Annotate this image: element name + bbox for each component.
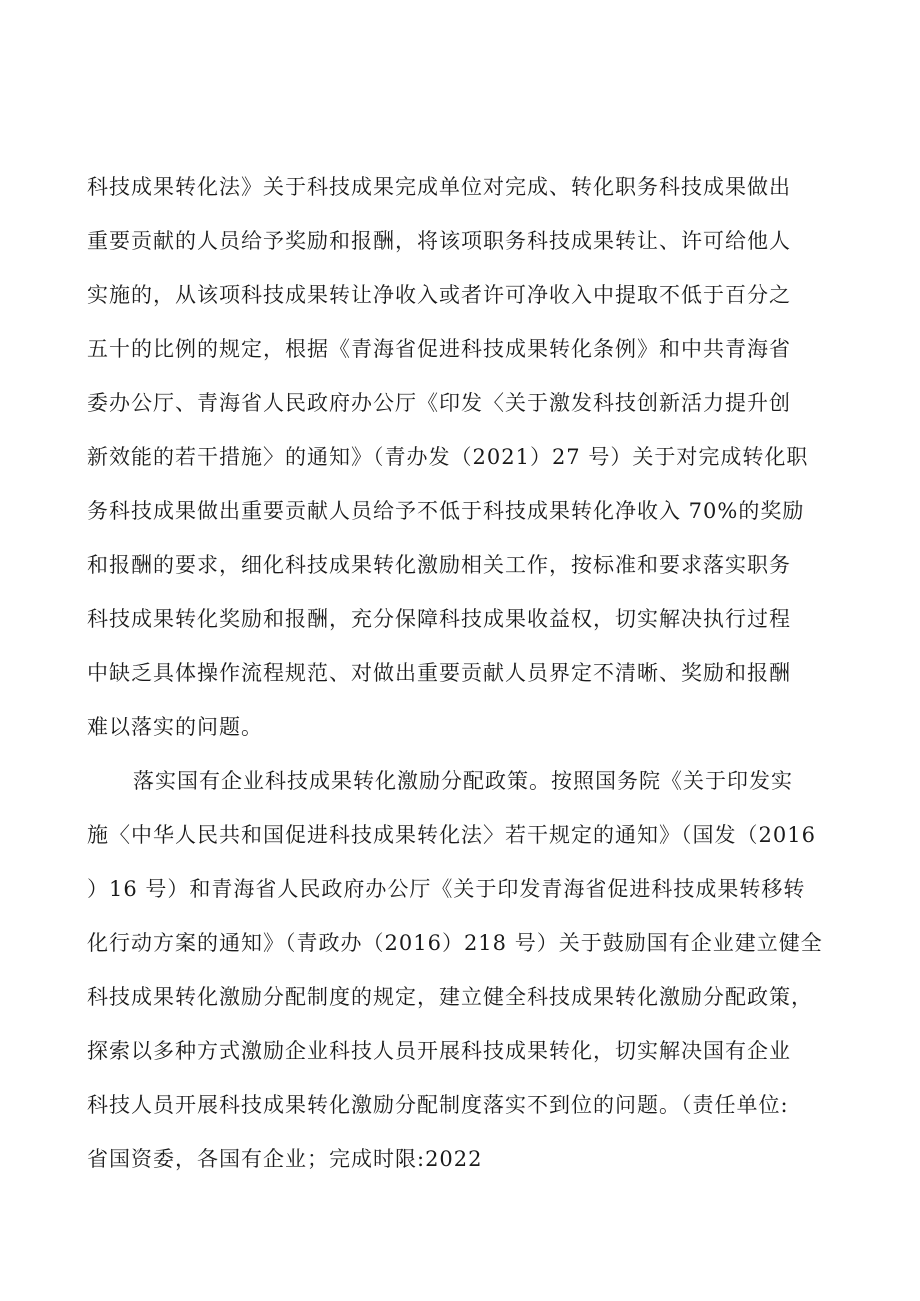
paragraph-2-line: 省国资委，各国有企业；完成时限:2022 xyxy=(87,1147,483,1171)
paragraph-2-line: 落实国有企业科技成果转化激励分配政策。按照国务院《关于印发实 xyxy=(133,769,793,793)
paragraph-2-line: 科技成果转化激励分配制度的规定，建立健全科技成果转化激励分配政策， xyxy=(87,985,813,1009)
paragraph-1-line: 难以落实的问题。 xyxy=(87,715,263,739)
paragraph-2-line: 探索以多种方式激励企业科技人员开展科技成果转化，切实解决国有企业 xyxy=(87,1039,791,1063)
paragraph-1-line: 务科技成果做出重要贡献人员给予不低于科技成果转化净收入 70%的奖励 xyxy=(87,499,805,523)
paragraph-1-line: 五十的比例的规定，根据《青海省促进科技成果转化条例》和中共青海省 xyxy=(87,337,791,361)
paragraph-1-line: 重要贡献的人员给予奖励和报酬，将该项职务科技成果转让、许可给他人 xyxy=(87,229,791,253)
paragraph-2-line: 科技人员开展科技成果转化激励分配制度落实不到位的问题。（责任单位: xyxy=(87,1093,789,1117)
paragraph-2-line: 化行动方案的通知》（青政办（2016）218 号）关于鼓励国有企业建立健全 xyxy=(87,931,823,955)
paragraph-1-line: 和报酬的要求，细化科技成果转化激励相关工作，按标准和要求落实职务 xyxy=(87,553,791,577)
paragraph-1-line: 科技成果转化法》关于科技成果完成单位对完成、转化职务科技成果做出 xyxy=(87,175,791,199)
paragraph-2-line: 施〈中华人民共和国促进科技成果转化法〉若干规定的通知》（国发（2016 xyxy=(87,823,816,847)
paragraph-1-line: 新效能的若干措施〉的通知》（青办发（2021）27 号）关于对完成转化职 xyxy=(87,445,809,469)
paragraph-1-line: 中缺乏具体操作流程规范、对做出重要贡献人员界定不清晰、奖励和报酬 xyxy=(87,661,791,685)
paragraph-1-line: 委办公厅、青海省人民政府办公厅《印发〈关于激发科技创新活力提升创 xyxy=(87,391,791,415)
paragraph-1-line: 科技成果转化奖励和报酬，充分保障科技成果收益权，切实解决执行过程 xyxy=(87,607,791,631)
paragraph-2-line: ）16 号）和青海省人民政府办公厅《关于印发青海省促进科技成果转移转 xyxy=(87,877,806,901)
paragraph-1-line: 实施的，从该项科技成果转让净收入或者许可净收入中提取不低于百分之 xyxy=(87,283,791,307)
